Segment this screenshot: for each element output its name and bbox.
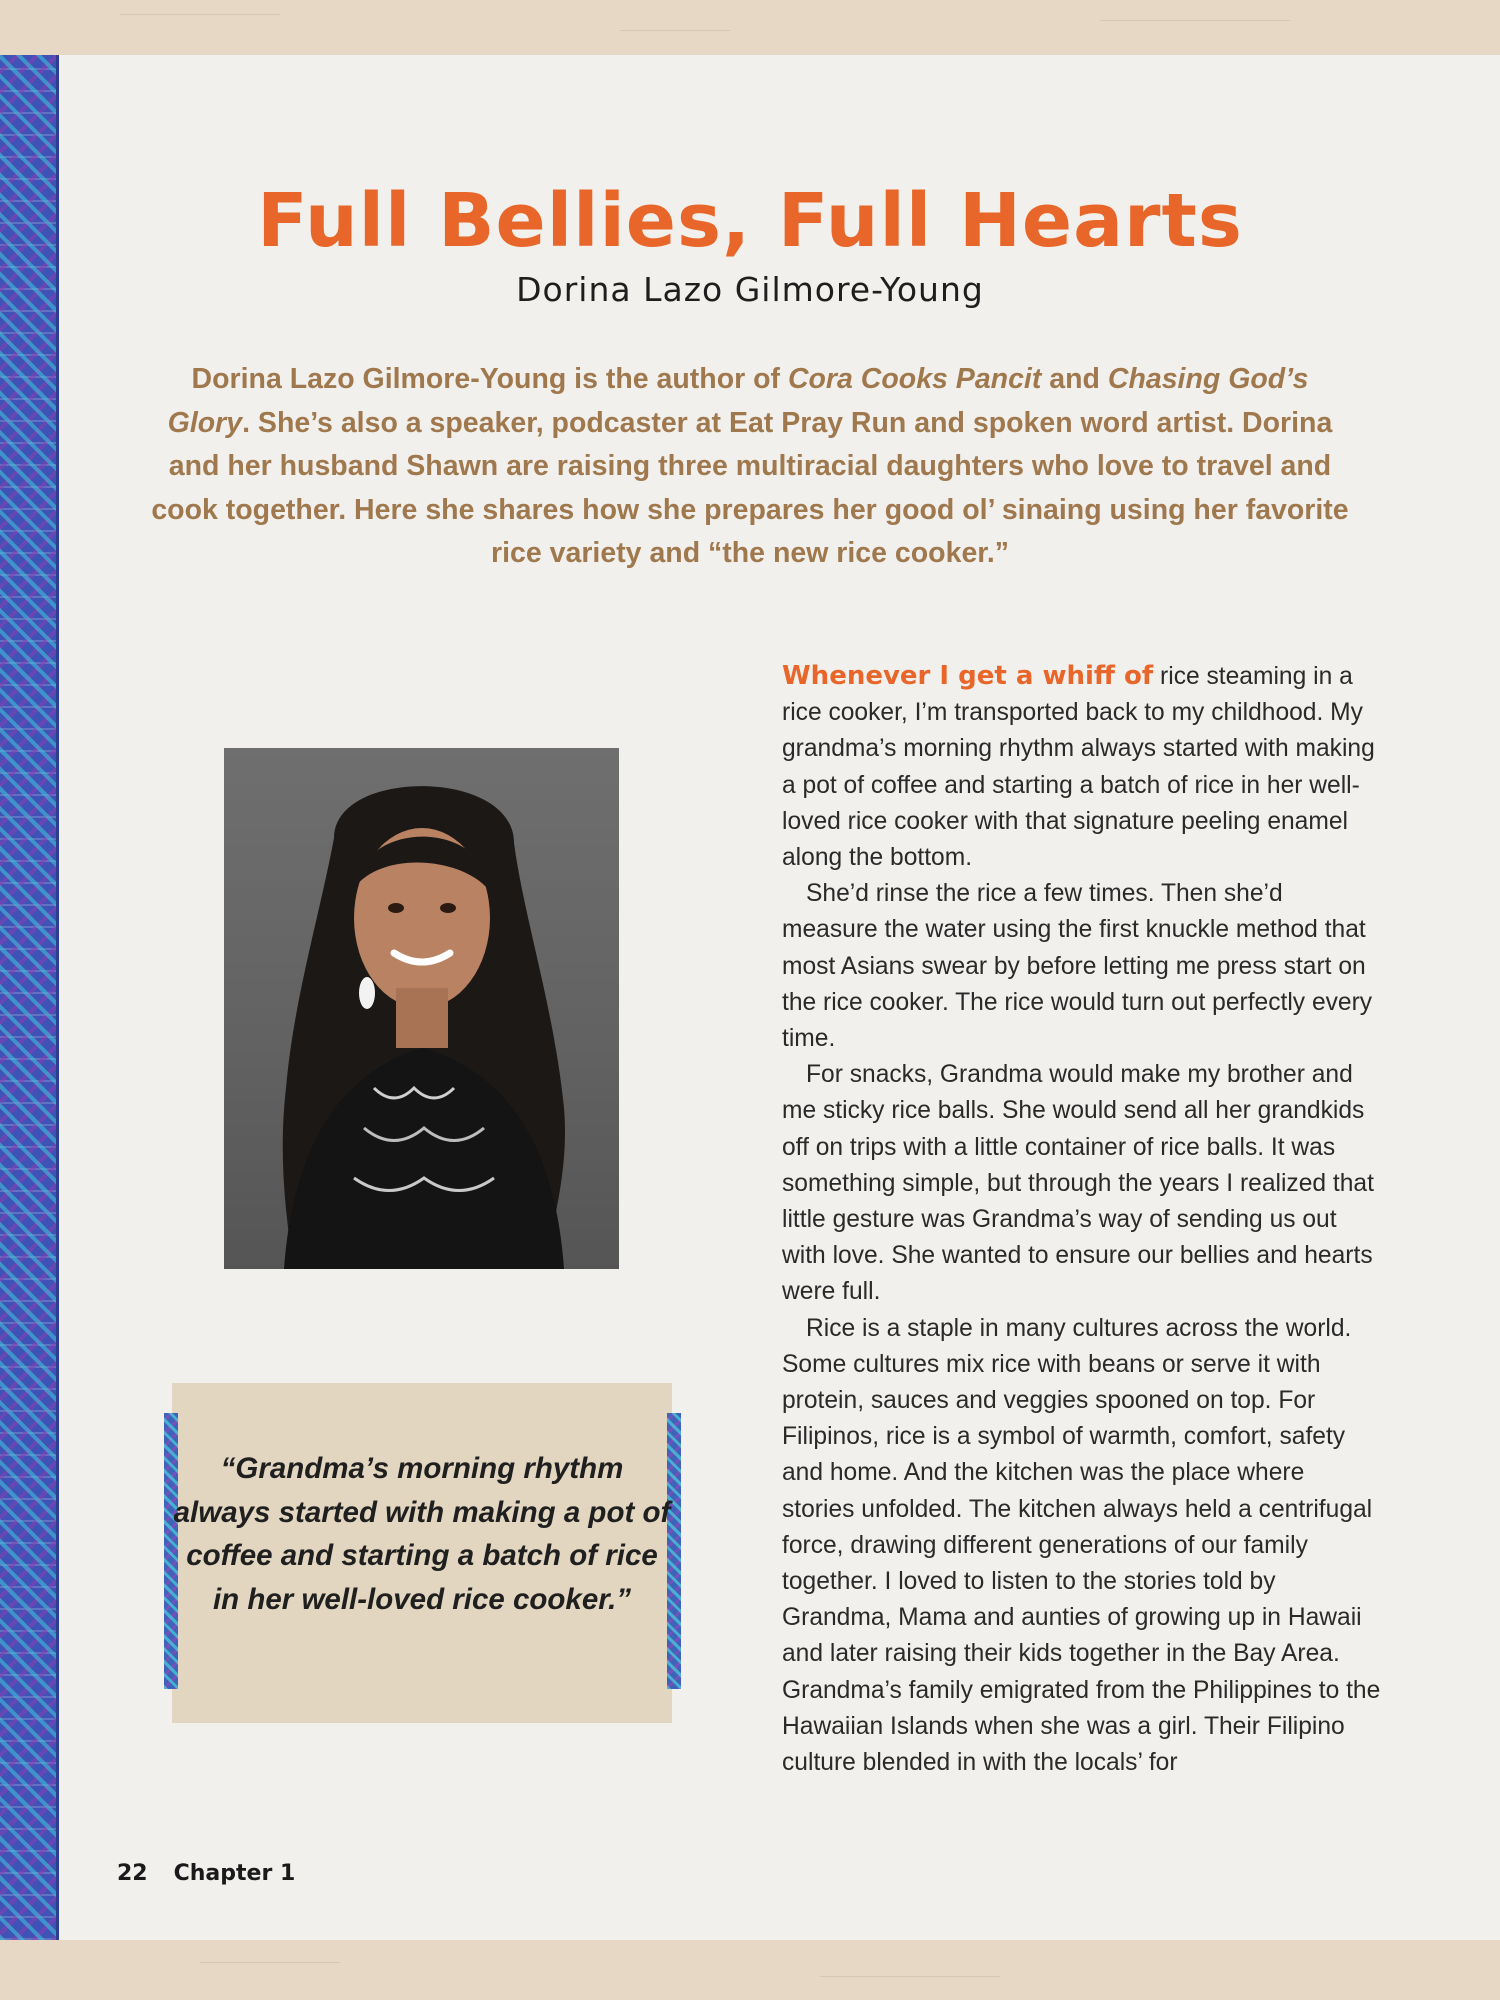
chapter-label: Chapter 1 <box>173 1861 296 1886</box>
author-portrait-photo <box>224 748 619 1269</box>
body-paragraph: For snacks, Grandma would make my brother and me sticky rice balls. She would send all her grandkids off on trips with a little container of rice balls. It was something simple, but through the years I realized that little gesture was Grandma’s way of sending us out with love. She wanted to ensure our bellies and hearts were full. <box>782 1061 1374 1306</box>
body-paragraph: She’d rinse the rice a few times. Then she’d measure the water using the first knuckle method that most Asians swear by before letting me press start on the rice cooker. The rice would turn out perfectly every time. <box>782 880 1373 1053</box>
body-paragraph <box>782 658 1382 876</box>
paper-fiber <box>120 14 280 15</box>
portrait-illustration <box>224 748 619 1269</box>
decorative-woven-border <box>0 55 59 1940</box>
body-paragraph: Rice is a staple in many cultures across the world. Some cultures mix rice with beans or serve it with protein, sauces and veggies spooned on top. For Filipinos, rice is a symbol of warmth, comfort, safety and home. And the kitchen was the place where stories unfolded. The kitchen always held a centrifugal force, drawing different generations of our family together. I loved to listen to the stories told by Grandma, Mama and aunties of growing up in Hawaii and later raising their kids together in the Bay Area. Grandma’s family emigrated from the Philippines to the Hawaiian Islands when she was a girl. Their Filipino culture blended in with the locals’ for <box>782 1314 1381 1777</box>
article-author: Dorina Lazo Gilmore-Young <box>516 270 984 309</box>
lead-in: Whenever I get a whiff of <box>782 661 1154 691</box>
intro-text: . She’s also a speaker, podcaster at Eat Pray Run and spoken word artist. Dorina and her husband Shawn are raising three multiracial daughters who love to travel and cook together. Here she shares how she prepares her good ol’ sinaing using her favorite rice variety and “the new rice cooker.” <box>151 406 1349 569</box>
pull-quote: “Grandma’s morning rhythm always started with making a pot of coffee and starting a batch of rice in her well-loved rice cooker.” <box>173 1452 671 1616</box>
body-text: rice steaming in a rice cooker, I’m transported back to my childhood. My grandma’s morning rhythm always started with making a pot of coffee and starting a batch of rice in her well-loved rice cooker with that signature peeling enamel along the bottom. <box>782 663 1375 872</box>
intro-text: Dorina Lazo Gilmore-Young is the author of <box>191 363 788 395</box>
paper-edge-bottom <box>0 1940 1500 2000</box>
paper-fiber <box>620 30 730 31</box>
paper-fiber <box>820 1976 1000 1977</box>
paper-edge-top <box>0 0 1500 55</box>
book-title: Cora Cooks Pancit <box>787 363 1042 395</box>
intro-paragraph <box>150 358 1350 576</box>
intro-text: and <box>1041 363 1108 395</box>
article-title: Full Bellies, Full Hearts <box>257 178 1243 264</box>
book-title: Chasing God’s Glory <box>167 363 1309 439</box>
page-number: 22 <box>117 1861 148 1886</box>
article-body <box>782 658 1382 1781</box>
page-footer <box>117 1861 295 1886</box>
paper-fiber <box>1100 20 1290 21</box>
paper-fiber <box>200 1962 340 1963</box>
